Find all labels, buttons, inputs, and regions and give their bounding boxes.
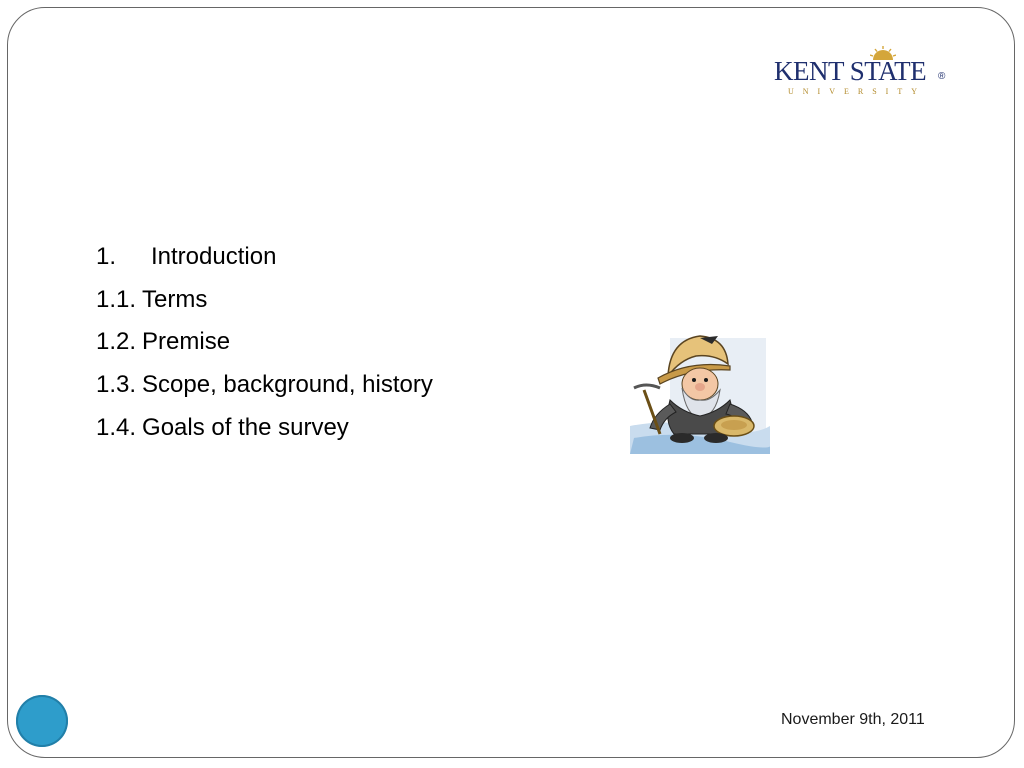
outline-item [96,279,433,322]
logo-wordmark: KENT STATE [774,56,927,86]
kent-state-logo [774,48,954,108]
outline-item-number: 1. [96,243,117,270]
outline-item-label: Terms [142,285,208,313]
outline-item-number: 1.1. [96,285,137,313]
outline-item-label: Introduction [151,243,277,270]
logo-subtitle: UNIVERSITY [788,87,926,96]
outline-item-number: 1.2. [96,328,137,356]
gold-prospector-clipart [630,330,770,454]
outline-item-label: Goals of the survey [142,413,349,441]
logo-registered-mark: ® [938,71,946,82]
outline-item [96,364,433,407]
outline-item-label: Premise [142,328,231,356]
outline-item [96,407,433,450]
outline-item [96,236,433,279]
outline-item [96,321,433,364]
footer-date: November 9th, 2011 [781,711,925,728]
outline-item-label: Scope, background, history [142,371,433,399]
outline-item-number: 1.3. [96,371,137,399]
outline-item-number: 1.4. [96,413,137,441]
outline-list [96,236,433,449]
decorative-circle [16,695,68,747]
